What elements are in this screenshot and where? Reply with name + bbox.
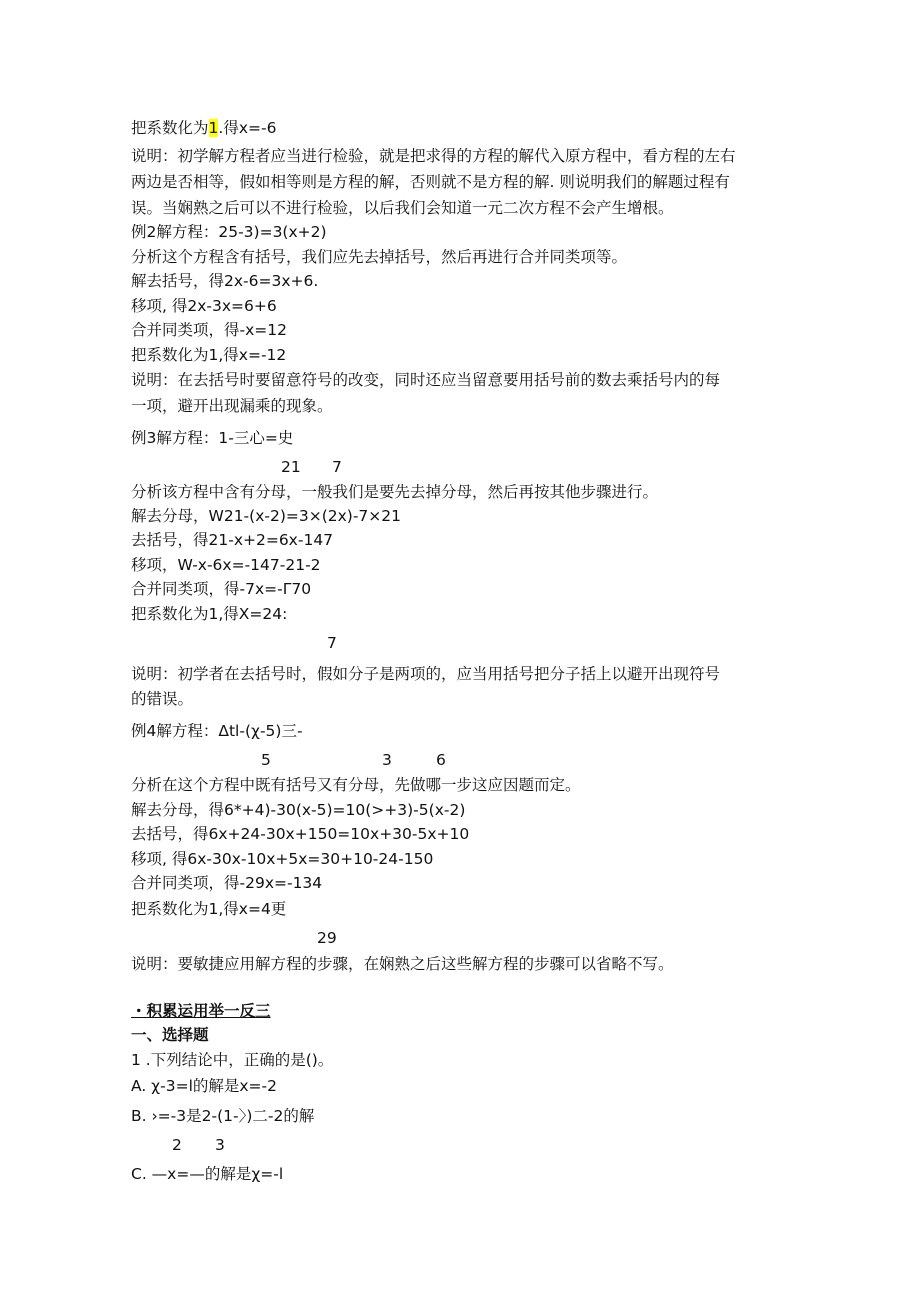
text-line: 的错误。	[131, 690, 194, 708]
text-line: 去括号，得6x+24-30x+150=10x+30-5x+10	[131, 825, 470, 843]
fraction-denominator: 5	[261, 751, 271, 769]
text-line: 说明：初学者在去括号时，假如分子是两项的，应当用括号把分子括上以避开出现符号	[131, 665, 721, 683]
text-line: 分析这个方程含有括号，我们应先去掉括号，然后再进行合并同类项等。	[131, 248, 628, 266]
option-a: A. χ-3=l的解是x=-2	[131, 1077, 278, 1095]
fraction-numerator: 2	[172, 1136, 182, 1154]
text-line: 解去括号，得2x-6=3x+6.	[131, 272, 319, 290]
option-b: B. ›=-3是2-(1-〉)二-2的解	[131, 1107, 315, 1125]
text-line: 移项, 得2x-3x=6+6	[131, 297, 277, 315]
text-line: 分析在这个方程中既有括号又有分母，先做哪一步这应因题而定。	[131, 776, 581, 794]
fraction-denominator: 7	[332, 458, 342, 476]
text-line: 例4解方程：Δtl-(χ-5)三-	[131, 722, 303, 740]
section-heading: ・积累运用举一反三	[131, 1002, 271, 1020]
text-line: 解去分母，得6*+4)-30(x-5)=10(>+3)-5(x-2)	[131, 801, 466, 819]
text-line: 把系数化为1,得X=24:	[131, 605, 288, 623]
fraction-denominator: 29	[317, 929, 337, 947]
text-line: 移项，W-x-6x=-147-21-2	[131, 556, 321, 574]
text-line: 误。当娴熟之后可以不进行检验，以后我们会知道一元二次方程不会产生增根。	[131, 199, 674, 217]
highlighted-text: 1	[208, 119, 219, 137]
fraction-denominator: 7	[327, 634, 337, 652]
question-text: 1 .下列结论中，正确的是()。	[131, 1051, 334, 1069]
text-line: 例2解方程：25-3)=3(x+2)	[131, 223, 327, 241]
text-line: 合并同类项，得-7x=-Γ70	[131, 580, 312, 598]
text-line: 说明：要敏捷应用解方程的步骤，在娴熟之后这些解方程的步骤可以省略不写。	[131, 955, 674, 973]
text-line: 合并同类项，得-x=12	[131, 321, 287, 339]
text-line: 两边是否相等，假如相等则是方程的解，否则就不是方程的解. 则说明我们的解题过程有	[131, 173, 730, 191]
text-line: 说明：初学解方程者应当进行检验，就是把求得的方程的解代入原方程中，看方程的左右	[131, 147, 736, 165]
text-line: 把系数化为1,得x=4更	[131, 900, 287, 918]
text-line: 合并同类项，得-29x=-134	[131, 874, 323, 892]
fraction-denominator: 6	[436, 751, 446, 769]
text-line: 把系数化为1.得x=-6	[131, 119, 277, 137]
text-line: 解去分母，W21-(x-2)=3×(2x)-7×21	[131, 507, 401, 525]
fraction-denominator: 21	[281, 458, 301, 476]
text-line: 说明：在去括号时要留意符号的改变，同时还应当留意要用括号前的数去乘括号内的每	[131, 371, 721, 389]
text-line: 例3解方程：1-三心=史	[131, 429, 294, 447]
fraction-numerator: 3	[215, 1136, 225, 1154]
text-line: 去括号，得21-x+2=6x-147	[131, 531, 334, 549]
text-line: 移项, 得6x-30x-10x+5x=30+10-24-150	[131, 850, 434, 868]
fraction-denominator: 3	[382, 751, 392, 769]
text-line: 把系数化为1,得x=-12	[131, 346, 287, 364]
text-line: 分析该方程中含有分母，一般我们是要先去掉分母，然后再按其他步骤进行。	[131, 483, 659, 501]
option-c: C. —x=—的解是χ=-l	[131, 1165, 284, 1183]
subsection-heading: 一、选择题	[131, 1026, 209, 1044]
text-line: 一项，避开出现漏乘的现象。	[131, 397, 333, 415]
